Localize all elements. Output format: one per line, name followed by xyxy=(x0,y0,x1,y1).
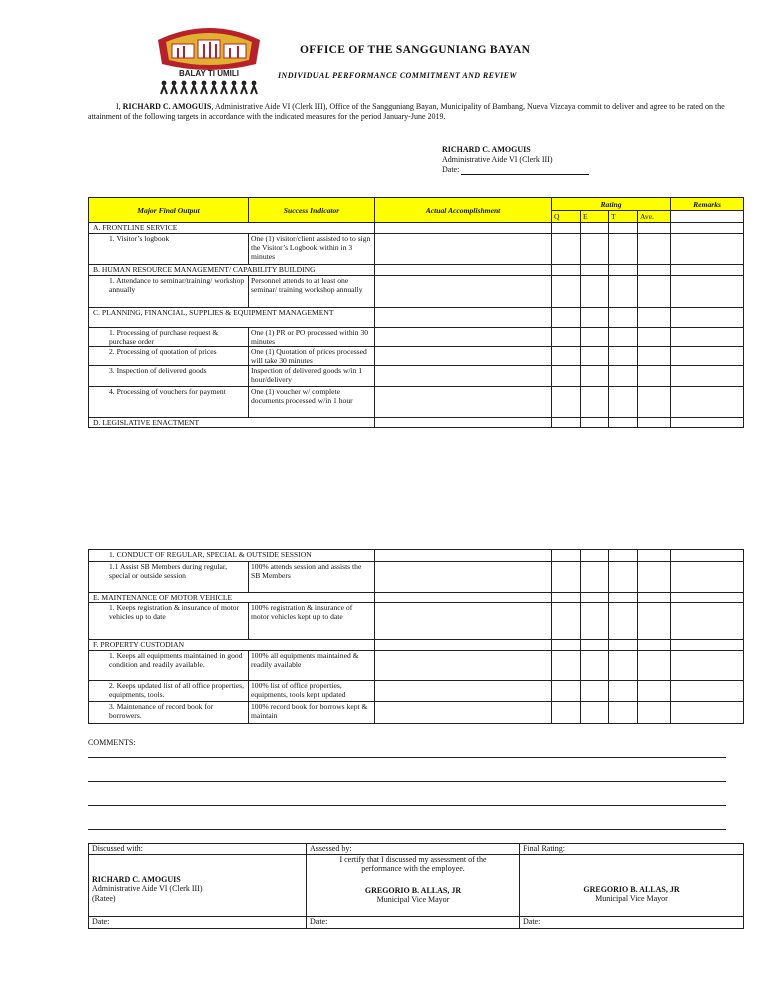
form-title: INDIVIDUAL PERFORMANCE COMMITMENT AND REVIEW xyxy=(278,71,517,80)
rating-cell[interactable] xyxy=(609,603,638,640)
rating-cell[interactable] xyxy=(609,593,638,603)
rating-cell[interactable] xyxy=(671,308,744,328)
rating-cell[interactable] xyxy=(552,223,581,234)
rating-cell[interactable] xyxy=(609,387,638,418)
rating-cell[interactable] xyxy=(609,681,638,702)
rating-cell[interactable] xyxy=(609,550,638,562)
rating-cell[interactable] xyxy=(581,347,609,366)
ratee-position: Administrative Aide VI (Clerk III) xyxy=(92,884,203,893)
rating-cell[interactable] xyxy=(581,562,609,593)
rating-cell[interactable] xyxy=(375,593,552,603)
rating-cell[interactable] xyxy=(552,328,581,347)
table-row xyxy=(89,603,744,640)
rating-cell[interactable] xyxy=(581,681,609,702)
rating-cell[interactable] xyxy=(609,651,638,681)
accomplishment-cell[interactable] xyxy=(375,347,552,366)
remarks-cell[interactable] xyxy=(671,347,744,366)
section-label: E. MAINTENANCE OF MOTOR VEHICLE xyxy=(89,593,375,603)
section-row xyxy=(89,308,744,328)
rating-cell[interactable] xyxy=(581,651,609,681)
accomplishment-cell[interactable] xyxy=(375,387,552,418)
rating-cell[interactable] xyxy=(609,234,638,265)
header-rating: Rating xyxy=(552,198,671,211)
section-row xyxy=(89,593,744,603)
accomplishment-cell[interactable] xyxy=(375,651,552,681)
mfo-cell: 3. Inspection of delivered goods xyxy=(89,366,249,387)
rating-cell[interactable] xyxy=(609,308,638,328)
rating-cell[interactable] xyxy=(671,418,744,428)
rating-cell[interactable] xyxy=(375,418,552,428)
header-q: Q xyxy=(552,211,581,223)
rating-cell[interactable] xyxy=(581,223,609,234)
mfo-cell: 2. Keeps updated list of all office properties, equipments, tools. xyxy=(89,681,249,702)
intro-employee-name: RICHARD C. AMOGUIS xyxy=(122,102,212,111)
remarks-cell[interactable] xyxy=(671,234,744,265)
ratee-role: (Ratee) xyxy=(92,893,116,903)
rating-cell[interactable] xyxy=(375,640,552,651)
accomplishment-cell[interactable] xyxy=(375,562,552,593)
header-t: T xyxy=(609,211,638,223)
success-indicator-cell: One (1) PR or PO processed within 30 minutes xyxy=(249,328,375,347)
remarks-cell[interactable] xyxy=(671,276,744,308)
table-row xyxy=(89,702,744,724)
rating-cell[interactable] xyxy=(609,418,638,428)
accomplishment-cell[interactable] xyxy=(375,681,552,702)
success-indicator-cell: 100% record book for borrows kept & maintain xyxy=(249,702,375,724)
success-indicator-cell: One (1) voucher w/ complete documents processed w/in 1 hour xyxy=(249,387,375,418)
rating-cell[interactable] xyxy=(581,265,609,276)
rating-cell[interactable] xyxy=(671,640,744,651)
discussed-with-label: Discussed with: xyxy=(89,844,307,855)
rating-cell[interactable] xyxy=(638,234,671,265)
rating-cell[interactable] xyxy=(609,347,638,366)
final-rater-date[interactable]: Date: xyxy=(520,916,744,928)
rating-cell[interactable] xyxy=(638,223,671,234)
intro-prefix: I, xyxy=(116,102,123,111)
mfo-cell: 1. Visitor’s logbook xyxy=(89,234,249,265)
rating-cell[interactable] xyxy=(581,550,609,562)
table-row xyxy=(89,651,744,681)
performance-table-2 xyxy=(88,549,744,724)
rating-cell[interactable] xyxy=(609,702,638,724)
rating-cell[interactable] xyxy=(609,265,638,276)
rating-cell[interactable] xyxy=(375,550,552,562)
table-row xyxy=(89,347,744,366)
rating-cell[interactable] xyxy=(638,265,671,276)
section-row xyxy=(89,418,744,428)
employee-date xyxy=(442,165,589,175)
rating-cell[interactable] xyxy=(552,702,581,724)
header-ave: Ave. xyxy=(638,211,671,223)
table-row xyxy=(89,276,744,308)
mfo-cell: 3. Maintenance of record book for borrowers. xyxy=(89,702,249,724)
section-label: C. PLANNING, FINANCIAL, SUPPLIES & EQUIPMENT MANAGEMENT xyxy=(89,308,375,328)
success-indicator-cell: Personnel attends to at least one seminar/ training workshop annually xyxy=(249,276,375,308)
mfo-cell: 2. Processing of quotation of prices xyxy=(89,347,249,366)
accomplishment-cell[interactable] xyxy=(375,702,552,724)
rating-cell[interactable] xyxy=(638,681,671,702)
rating-cell[interactable] xyxy=(581,640,609,651)
rating-cell[interactable] xyxy=(638,347,671,366)
rating-cell[interactable] xyxy=(581,308,609,328)
performance-table-1 xyxy=(88,197,744,428)
success-indicator-cell: 100% all equipments maintained & readily available xyxy=(249,651,375,681)
comment-line[interactable] xyxy=(88,829,726,830)
rating-cell[interactable] xyxy=(581,234,609,265)
section-label: F. PROPERTY CUSTODIAN xyxy=(89,640,375,651)
accomplishment-cell[interactable] xyxy=(375,603,552,640)
success-indicator-cell: One (1) Quotation of prices processed will take 30 minutes xyxy=(249,347,375,366)
header-e: E xyxy=(581,211,609,223)
office-title: OFFICE OF THE SANGGUNIANG BAYAN xyxy=(300,44,531,56)
rating-cell[interactable] xyxy=(552,593,581,603)
rating-cell[interactable] xyxy=(552,265,581,276)
ratee-name: RICHARD C. AMOGUIS xyxy=(92,874,181,884)
rating-cell[interactable] xyxy=(638,328,671,347)
rating-cell[interactable] xyxy=(638,603,671,640)
date-line[interactable] xyxy=(461,166,589,175)
rating-cell[interactable] xyxy=(609,640,638,651)
final-rater-block xyxy=(520,854,744,916)
rating-cell[interactable] xyxy=(671,265,744,276)
success-indicator-cell: 100% registration & insurance of motor vehicles kept up to date xyxy=(249,603,375,640)
success-indicator-cell: One (1) visitor/client assisted to to sign the Visitor’s Logbook within in 3 minutes xyxy=(249,234,375,265)
rating-cell[interactable] xyxy=(638,550,671,562)
rating-cell[interactable] xyxy=(609,366,638,387)
rating-cell[interactable] xyxy=(552,562,581,593)
remarks-cell[interactable] xyxy=(671,603,744,640)
accomplishment-cell[interactable] xyxy=(375,234,552,265)
assessed-by-label: Assessed by: xyxy=(307,844,520,855)
section-label: D. LEGISLATIVE ENACTMENT xyxy=(89,418,375,428)
rating-cell[interactable] xyxy=(638,308,671,328)
final-rating-label: Final Rating: xyxy=(520,844,744,855)
header-success-indicator: Success Indicator xyxy=(249,198,375,223)
rating-cell[interactable] xyxy=(581,328,609,347)
accomplishment-cell[interactable] xyxy=(375,276,552,308)
commitment-paragraph xyxy=(88,102,736,122)
rating-cell[interactable] xyxy=(609,276,638,308)
rating-cell[interactable] xyxy=(552,681,581,702)
rating-cell[interactable] xyxy=(671,593,744,603)
rating-cell[interactable] xyxy=(638,651,671,681)
rating-cell[interactable] xyxy=(671,223,744,234)
intro-text: , Administrative Aide VI (Clerk III), Office of the Sangguniang Bayan, Municipality of Bambang, Nueva Vizcaya commit to deliver and agree to be rated on the attainment of the following targets in accordance with the indicated measures for the period January-June 2019. xyxy=(88,102,725,121)
rating-cell[interactable] xyxy=(638,387,671,418)
assessor-name: GREGORIO B. ALLAS, JR xyxy=(364,885,462,895)
mfo-cell: 1.1 Assist SB Members during regular, special or outside session xyxy=(89,562,249,593)
remarks-cell[interactable] xyxy=(671,328,744,347)
remarks-cell[interactable] xyxy=(671,562,744,593)
mfo-cell: 1. Processing of purchase request & purchase order xyxy=(89,328,249,347)
rating-cell[interactable] xyxy=(609,223,638,234)
rating-cell[interactable] xyxy=(552,234,581,265)
mfo-cell: 1. Keeps all equipments maintained in good condition and readily available. xyxy=(89,651,249,681)
header-actual-accomplishment: Actual Accomplishment xyxy=(375,198,552,223)
final-rater-position: Municipal Vice Mayor xyxy=(595,894,668,903)
rating-cell[interactable] xyxy=(638,276,671,308)
employee-name: RICHARD C. AMOGUIS xyxy=(442,145,531,154)
table-row xyxy=(89,387,744,418)
employee-signature-block xyxy=(442,145,589,175)
certify-statement: I certify that I discussed my assessment of the performance with the employee. xyxy=(339,854,487,873)
rating-cell[interactable] xyxy=(638,593,671,603)
table-row xyxy=(89,681,744,702)
rating-cell[interactable] xyxy=(671,550,744,562)
mfo-cell: 1. Keeps registration & insurance of motor vehicles up to date xyxy=(89,603,249,640)
remarks-cell[interactable] xyxy=(671,366,744,387)
rating-cell[interactable] xyxy=(375,265,552,276)
rating-cell[interactable] xyxy=(375,223,552,234)
header-remarks: Remarks xyxy=(671,198,744,211)
table-row xyxy=(89,234,744,265)
section-row xyxy=(89,265,744,276)
subsection-row xyxy=(89,550,744,562)
remarks-cell[interactable] xyxy=(671,681,744,702)
rating-cell[interactable] xyxy=(638,562,671,593)
employee-position: Administrative Aide VI (Clerk III) xyxy=(442,155,553,164)
rating-cell[interactable] xyxy=(581,418,609,428)
rating-cell[interactable] xyxy=(581,276,609,308)
rating-cell[interactable] xyxy=(638,418,671,428)
remarks-cell[interactable] xyxy=(671,651,744,681)
rating-cell[interactable] xyxy=(552,366,581,387)
rating-cell[interactable] xyxy=(552,418,581,428)
rating-cell[interactable] xyxy=(581,366,609,387)
comments-label: COMMENTS: xyxy=(88,738,136,747)
rating-cell[interactable] xyxy=(609,562,638,593)
success-indicator-cell: Inspection of delivered goods w/in 1 hour/delivery xyxy=(249,366,375,387)
section-label: A. FRONTLINE SERVICE xyxy=(89,223,375,234)
assessor-date[interactable]: Date: xyxy=(307,916,520,928)
success-indicator-cell: 100% list of office properties, equipments, tools kept updated xyxy=(249,681,375,702)
comment-line[interactable] xyxy=(88,757,726,758)
accomplishment-cell[interactable] xyxy=(375,328,552,347)
section-row xyxy=(89,640,744,651)
logo-motto: BALAY TI UMILI xyxy=(178,69,240,78)
rating-cell[interactable] xyxy=(552,387,581,418)
rating-cell[interactable] xyxy=(609,328,638,347)
remarks-cell[interactable] xyxy=(671,387,744,418)
rating-cell[interactable] xyxy=(581,702,609,724)
mfo-cell: 1. Attendance to seminar/training/ workshop annually xyxy=(89,276,249,308)
remarks-cell[interactable] xyxy=(671,702,744,724)
header-mfo: Major Final Output xyxy=(89,198,249,223)
rating-cell[interactable] xyxy=(552,651,581,681)
assessor-block xyxy=(307,854,520,916)
mfo-cell: 4. Processing of vouchers for payment xyxy=(89,387,249,418)
rating-cell[interactable] xyxy=(552,550,581,562)
rating-cell[interactable] xyxy=(375,308,552,328)
rating-cell[interactable] xyxy=(581,593,609,603)
table-row xyxy=(89,328,744,347)
rating-cell[interactable] xyxy=(552,276,581,308)
comment-line[interactable] xyxy=(88,781,726,782)
rating-cell[interactable] xyxy=(638,640,671,651)
date-label: Date: xyxy=(442,165,462,174)
assessor-position: Municipal Vice Mayor xyxy=(376,895,450,904)
rating-cell[interactable] xyxy=(638,366,671,387)
comment-line[interactable] xyxy=(88,805,726,806)
success-indicator-cell: 100% attends session and assists the SB Members xyxy=(249,562,375,593)
rating-cell[interactable] xyxy=(638,702,671,724)
rating-cell[interactable] xyxy=(552,640,581,651)
accomplishment-cell[interactable] xyxy=(375,366,552,387)
table-row xyxy=(89,562,744,593)
rating-cell[interactable] xyxy=(581,387,609,418)
table-row xyxy=(89,366,744,387)
ratee-block xyxy=(89,854,307,916)
final-rater-name: GREGORIO B. ALLAS, JR xyxy=(583,884,680,894)
municipal-seal-logo xyxy=(150,20,268,96)
rating-cell[interactable] xyxy=(581,603,609,640)
rating-cell[interactable] xyxy=(552,347,581,366)
ratee-date[interactable]: Date: xyxy=(89,916,307,928)
section-row xyxy=(89,223,744,234)
signature-table xyxy=(88,843,744,929)
rating-cell[interactable] xyxy=(552,603,581,640)
section-label: B. HUMAN RESOURCE MANAGEMENT/ CAPABILITY BUILDING xyxy=(89,265,375,276)
rating-cell[interactable] xyxy=(552,308,581,328)
subsection-label: 1. CONDUCT OF REGULAR, SPECIAL & OUTSIDE SESSION xyxy=(89,550,375,562)
